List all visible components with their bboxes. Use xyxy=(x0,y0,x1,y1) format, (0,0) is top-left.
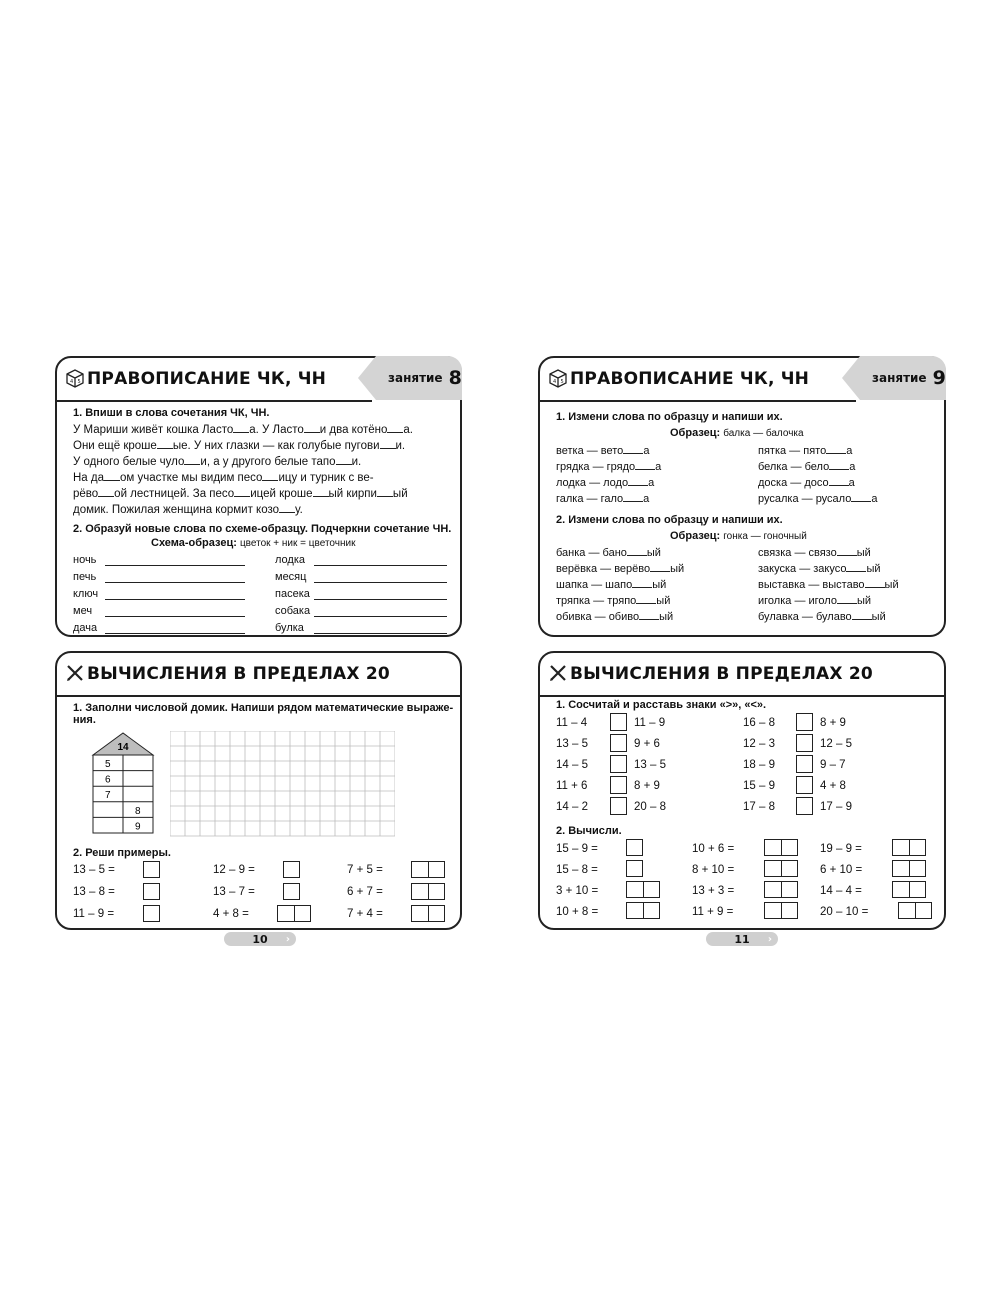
house-cell-value: 7 xyxy=(105,790,111,802)
fill-blank xyxy=(387,422,403,433)
word-label: ключ xyxy=(73,588,99,600)
fill-blank xyxy=(639,609,659,620)
answer-box-double xyxy=(898,902,932,919)
title-divider xyxy=(540,695,944,697)
example: 11 + 9 = xyxy=(692,906,734,918)
expression-left: 18 – 9 xyxy=(743,759,775,771)
fill-blank xyxy=(837,593,857,604)
word-stem: обивка — обиво xyxy=(556,611,640,623)
word-ending: ый xyxy=(856,547,871,559)
word-ending: а xyxy=(648,477,655,489)
text-fragment: ом участке мы видим песо xyxy=(120,472,263,484)
word-stem: пятка — пято xyxy=(758,445,827,457)
compare-box xyxy=(610,755,627,773)
text-fragment: домик. Пожилая женщина кормит козо xyxy=(73,504,280,516)
word-stem: булавка — булаво xyxy=(758,611,852,623)
scheme-text: цветок + ник = цветочник xyxy=(239,538,356,549)
answer-box-double xyxy=(764,860,798,877)
title-divider xyxy=(540,400,856,402)
task1-title: 1. Впиши в слова сочетания ЧК, ЧН. xyxy=(73,407,270,419)
badge-label: занятие xyxy=(872,371,927,385)
text-line xyxy=(73,486,408,501)
text-line xyxy=(73,470,374,485)
text-fragment: у. xyxy=(295,504,303,516)
word-ending: ый xyxy=(652,579,667,591)
answer-box-double xyxy=(764,902,798,919)
sample-text: балка — балочка xyxy=(723,428,804,439)
fill-blank xyxy=(650,561,670,572)
expression-right: 20 – 8 xyxy=(634,801,666,813)
text-fragment: ицу и турник с ве- xyxy=(278,472,374,484)
answer-line xyxy=(105,565,245,566)
text-fragment: и, а у другого белые тапо xyxy=(200,456,336,468)
example: 13 – 8 = xyxy=(73,886,115,898)
word-label: дача xyxy=(73,622,98,634)
digit-cell xyxy=(892,881,910,898)
compare-box xyxy=(796,797,813,815)
word-stem: иголка — иголо xyxy=(758,595,837,607)
expression-left: 13 – 5 xyxy=(556,738,588,750)
digit-cell xyxy=(411,905,429,922)
expression-right: 9 + 6 xyxy=(634,738,660,750)
answer-box xyxy=(143,861,160,878)
text-fragment: На да xyxy=(73,472,105,484)
answer-box xyxy=(143,883,160,900)
word-stem: шапка — шапо xyxy=(556,579,633,591)
answer-box-double xyxy=(764,881,798,898)
word-pair xyxy=(556,443,649,458)
word-stem: белка — бело xyxy=(758,461,830,473)
word-label: пасека xyxy=(275,588,310,600)
fill-blank xyxy=(829,475,849,486)
svg-text:5: 5 xyxy=(77,379,81,385)
word-stem: закуска — закусо xyxy=(758,563,847,575)
word-ending: ый xyxy=(670,563,685,575)
section-title: ВЫЧИСЛЕНИЯ В ПРЕДЕЛАХ 20 xyxy=(87,664,390,684)
example: 3 + 10 = xyxy=(556,885,599,897)
answer-box xyxy=(626,860,643,877)
example: 15 – 9 = xyxy=(556,843,598,855)
example: 10 + 6 = xyxy=(692,843,735,855)
expression-left: 16 – 8 xyxy=(743,717,775,729)
example: 8 + 10 = xyxy=(692,864,735,876)
text-fragment: а. xyxy=(403,424,413,436)
fill-blank xyxy=(233,422,249,433)
word-label: печь xyxy=(73,571,97,583)
task2-title: 2. Измени слова по образцу и напиши их. xyxy=(556,514,783,526)
word-label: меч xyxy=(73,605,93,617)
digit-cell xyxy=(910,860,927,877)
expression-left: 14 – 5 xyxy=(556,759,588,771)
word-stem: русалка — русало xyxy=(758,493,852,505)
answer-grid xyxy=(170,731,395,841)
fill-blank xyxy=(851,491,871,502)
sample-label: Образец: xyxy=(670,427,721,439)
digit-cell xyxy=(898,902,916,919)
badge-arrow xyxy=(842,356,860,400)
pencil-ruler-icon xyxy=(65,663,85,683)
task1-title: 1. Измени слова по образцу и напиши их. xyxy=(556,411,783,423)
example: 14 – 4 = xyxy=(820,885,862,897)
fill-blank xyxy=(636,593,656,604)
house-cell-value: 6 xyxy=(105,774,111,786)
word-ending: ый xyxy=(884,579,899,591)
lesson-badge xyxy=(860,356,946,400)
expression-right: 12 – 5 xyxy=(820,738,852,750)
word-label: месяц xyxy=(275,571,307,583)
word-ending: а xyxy=(655,461,662,473)
expression-right: 17 – 9 xyxy=(820,801,852,813)
expression-right: 11 – 9 xyxy=(634,717,666,729)
badge-number: 8 xyxy=(448,367,462,389)
badge-arrow xyxy=(358,356,376,400)
section-title: ПРАВОПИСАНИЕ ЧК, ЧН xyxy=(570,369,810,389)
task2-title: 2. Образуй новые слова по схеме-образцу. Подчеркни сочетание ЧН. xyxy=(73,523,452,535)
svg-text:4: 4 xyxy=(553,379,557,385)
word-pair xyxy=(556,609,673,624)
word-pair xyxy=(556,577,666,592)
word-ending: ый xyxy=(646,547,661,559)
text-line xyxy=(73,502,303,517)
word-pair xyxy=(556,491,649,506)
word-ending: а xyxy=(871,493,878,505)
fill-blank xyxy=(304,422,320,433)
expression-right: 8 + 9 xyxy=(634,780,660,792)
expression-left: 14 – 2 xyxy=(556,801,588,813)
task1-title-cont: ния. xyxy=(73,714,96,726)
dice-icon xyxy=(548,368,568,388)
fill-blank xyxy=(234,486,250,497)
sample-label: Образец: xyxy=(670,530,721,542)
answer-line xyxy=(105,582,245,583)
fill-blank xyxy=(635,459,655,470)
word-label: ночь xyxy=(73,554,97,566)
text-fragment: и. xyxy=(395,440,406,452)
expression-left: 12 – 3 xyxy=(743,738,775,750)
lesson-badge xyxy=(376,356,462,400)
fill-blank xyxy=(98,486,114,497)
word-pair xyxy=(758,491,877,506)
answer-box-double xyxy=(892,881,926,898)
task1-title: 1. Сосчитай и расставь знаки «>», «<». xyxy=(556,699,767,711)
fill-blank xyxy=(279,502,295,513)
digit-cell xyxy=(644,902,661,919)
expression-right: 9 – 7 xyxy=(820,759,846,771)
word-stem: связка — связо xyxy=(758,547,837,559)
digit-cell xyxy=(626,902,644,919)
example: 6 + 10 = xyxy=(820,864,863,876)
expression-left: 17 – 8 xyxy=(743,801,775,813)
word-pair xyxy=(556,593,670,608)
word-ending: а xyxy=(643,493,650,505)
answer-line xyxy=(105,616,245,617)
word-pair xyxy=(556,459,661,474)
text-fragment: ой лестницей. За песо xyxy=(114,488,235,500)
fill-blank xyxy=(313,486,329,497)
text-fragment: ый кирпи xyxy=(328,488,377,500)
compare-box xyxy=(796,755,813,773)
digit-cell xyxy=(411,861,429,878)
left-spelling-card xyxy=(55,356,462,637)
fill-blank xyxy=(377,486,393,497)
example: 11 – 9 = xyxy=(73,908,115,920)
expression-right: 4 + 8 xyxy=(820,780,846,792)
fill-blank xyxy=(623,491,643,502)
dice-icon xyxy=(65,368,85,388)
text-line xyxy=(73,454,361,469)
fill-blank xyxy=(380,438,396,449)
text-fragment: ицей кроше xyxy=(250,488,313,500)
digit-cell xyxy=(764,860,782,877)
fill-blank xyxy=(829,459,849,470)
digit-cell xyxy=(782,902,799,919)
digit-cell xyxy=(910,881,927,898)
text-fragment: У одного белые чуло xyxy=(73,456,185,468)
digit-cell xyxy=(782,881,799,898)
fill-blank xyxy=(846,561,866,572)
text-fragment: ые. У них глазки — как голубые пугови xyxy=(172,440,380,452)
word-stem: галка — гало xyxy=(556,493,624,505)
page-number-right xyxy=(706,932,778,946)
word-pair xyxy=(758,545,871,560)
expression-left: 11 – 4 xyxy=(556,717,588,729)
digit-cell xyxy=(764,881,782,898)
word-stem: лодка — лодо xyxy=(556,477,629,489)
word-pair xyxy=(758,593,871,608)
word-pair xyxy=(758,443,852,458)
answer-box-double xyxy=(626,902,660,919)
title-divider xyxy=(57,695,460,697)
word-label: собака xyxy=(275,605,311,617)
word-ending: ый xyxy=(856,595,872,607)
digit-cell xyxy=(764,902,782,919)
expression-right: 8 + 9 xyxy=(820,717,846,729)
word-stem: доска — досо xyxy=(758,477,829,489)
right-spelling-card xyxy=(538,356,946,637)
digit-cell xyxy=(411,883,429,900)
text-fragment: и. xyxy=(351,456,362,468)
scheme-label: Схема-образец: xyxy=(151,537,237,549)
left-math-card xyxy=(55,651,462,930)
word-stem: банка — бано xyxy=(556,547,627,559)
compare-box xyxy=(610,797,627,815)
answer-box-double xyxy=(411,905,445,922)
compare-box xyxy=(796,776,813,794)
sample-text: гонка — гоночный xyxy=(723,531,807,542)
answer-line xyxy=(314,633,447,634)
fill-blank xyxy=(184,454,200,465)
expression-left: 15 – 9 xyxy=(743,780,775,792)
example: 19 – 9 = xyxy=(820,843,862,855)
answer-box-double xyxy=(892,860,926,877)
example: 13 – 7 = xyxy=(213,886,255,898)
text-fragment: Они ещё кроше xyxy=(73,440,157,452)
answer-box xyxy=(283,883,300,900)
digit-cell xyxy=(626,881,644,898)
word-ending: ый xyxy=(656,595,671,607)
word-label: лодка xyxy=(275,554,306,566)
text-line xyxy=(73,422,413,437)
answer-box-double xyxy=(626,881,660,898)
word-pair xyxy=(556,545,661,560)
word-ending: а xyxy=(846,445,853,457)
sample2 xyxy=(670,529,807,544)
digit-cell xyxy=(782,839,799,856)
svg-text:5: 5 xyxy=(560,379,564,385)
task2-title: 2. Реши примеры. xyxy=(73,847,171,859)
answer-line xyxy=(105,633,245,634)
fill-blank xyxy=(628,475,648,486)
digit-cell xyxy=(910,839,927,856)
fill-blank xyxy=(632,577,652,588)
house-cell-value: 8 xyxy=(135,805,141,817)
word-pair xyxy=(758,459,855,474)
fill-blank xyxy=(336,454,352,465)
example: 13 + 3 = xyxy=(692,885,735,897)
answer-line xyxy=(314,565,447,566)
right-math-card xyxy=(538,651,946,930)
house-top-number: 14 xyxy=(117,742,129,753)
answer-line xyxy=(314,599,447,600)
house-cell-value: 9 xyxy=(135,821,141,833)
example: 20 – 10 = xyxy=(820,906,869,918)
fill-blank xyxy=(262,470,278,481)
word-ending: а xyxy=(849,461,856,473)
example: 6 + 7 = xyxy=(347,886,383,898)
word-ending: ый xyxy=(659,611,674,623)
text-fragment: ый xyxy=(392,488,408,500)
word-pair xyxy=(758,475,855,490)
page-number: 10 xyxy=(252,932,268,946)
word-label: булка xyxy=(275,622,304,634)
fill-blank xyxy=(852,609,872,620)
word-stem: ветка — вето xyxy=(556,445,624,457)
word-pair xyxy=(758,561,881,576)
chevron-right-icon: › xyxy=(285,933,290,945)
digit-cell xyxy=(916,902,933,919)
answer-line xyxy=(314,616,447,617)
fill-blank xyxy=(104,470,120,481)
answer-box-double xyxy=(411,883,445,900)
answer-line xyxy=(105,599,245,600)
digit-cell xyxy=(892,860,910,877)
compare-box xyxy=(610,713,627,731)
word-ending: а xyxy=(643,445,650,457)
house-cell-value: 5 xyxy=(105,759,111,770)
digit-cell xyxy=(295,905,312,922)
word-ending: ый xyxy=(866,563,881,575)
digit-cell xyxy=(429,905,446,922)
title-divider xyxy=(57,400,372,402)
digit-cell xyxy=(892,839,910,856)
example: 4 + 8 = xyxy=(213,908,249,920)
fill-blank xyxy=(623,443,643,454)
scheme-row xyxy=(151,536,355,551)
fill-blank xyxy=(865,577,885,588)
answer-box-double xyxy=(892,839,926,856)
word-pair xyxy=(758,609,886,624)
word-stem: верёвка — верёво xyxy=(556,563,651,575)
digit-cell xyxy=(429,861,446,878)
example: 13 – 5 = xyxy=(73,864,115,876)
example: 12 – 9 = xyxy=(213,864,255,876)
answer-box xyxy=(283,861,300,878)
word-ending: а xyxy=(848,477,855,489)
word-pair xyxy=(556,561,684,576)
text-fragment: а. У Ласто xyxy=(249,424,304,436)
example: 7 + 4 = xyxy=(347,908,383,920)
compare-box xyxy=(610,734,627,752)
example: 15 – 8 = xyxy=(556,864,598,876)
word-pair xyxy=(556,475,654,490)
compare-box xyxy=(796,734,813,752)
page-number: 11 xyxy=(734,932,750,946)
answer-box xyxy=(626,839,643,856)
svg-text:4: 4 xyxy=(70,379,74,385)
expression-left: 11 + 6 xyxy=(556,780,588,792)
number-house xyxy=(91,731,155,835)
page-number-left xyxy=(224,932,296,946)
compare-box xyxy=(796,713,813,731)
text-fragment: рёво xyxy=(73,488,99,500)
badge-label: занятие xyxy=(388,371,443,385)
digit-cell xyxy=(277,905,295,922)
text-fragment: и два котёно xyxy=(319,424,388,436)
example: 10 + 8 = xyxy=(556,906,599,918)
badge-number: 9 xyxy=(932,367,946,389)
text-line xyxy=(73,438,405,453)
word-stem: грядка — грядо xyxy=(556,461,636,473)
digit-cell xyxy=(644,881,661,898)
digit-cell xyxy=(429,883,446,900)
fill-blank xyxy=(837,545,857,556)
section-title: ПРАВОПИСАНИЕ ЧК, ЧН xyxy=(87,369,327,389)
answer-box xyxy=(143,905,160,922)
answer-box-double xyxy=(277,905,311,922)
answer-line xyxy=(314,582,447,583)
example: 7 + 5 = xyxy=(347,864,383,876)
chevron-right-icon: › xyxy=(767,933,772,945)
sample1 xyxy=(670,426,804,441)
expression-right: 13 – 5 xyxy=(634,759,666,771)
task1-title: 1. Заполни числовой домик. Напиши рядом математические выраже- xyxy=(73,702,454,714)
word-pair xyxy=(758,577,899,592)
word-stem: выставка — выставо xyxy=(758,579,865,591)
pencil-ruler-icon xyxy=(548,663,568,683)
section-title: ВЫЧИСЛЕНИЯ В ПРЕДЕЛАХ 20 xyxy=(570,664,873,684)
fill-blank xyxy=(157,438,173,449)
word-ending: ый xyxy=(871,611,886,623)
word-stem: тряпка — тряпо xyxy=(556,595,637,607)
digit-cell xyxy=(764,839,782,856)
text-fragment: У Мариши живёт кошка Ласто xyxy=(73,424,234,436)
compare-box xyxy=(610,776,627,794)
fill-blank xyxy=(826,443,846,454)
fill-blank xyxy=(627,545,647,556)
answer-box-double xyxy=(411,861,445,878)
digit-cell xyxy=(782,860,799,877)
answer-box-double xyxy=(764,839,798,856)
task2-title: 2. Вычисли. xyxy=(556,825,622,837)
